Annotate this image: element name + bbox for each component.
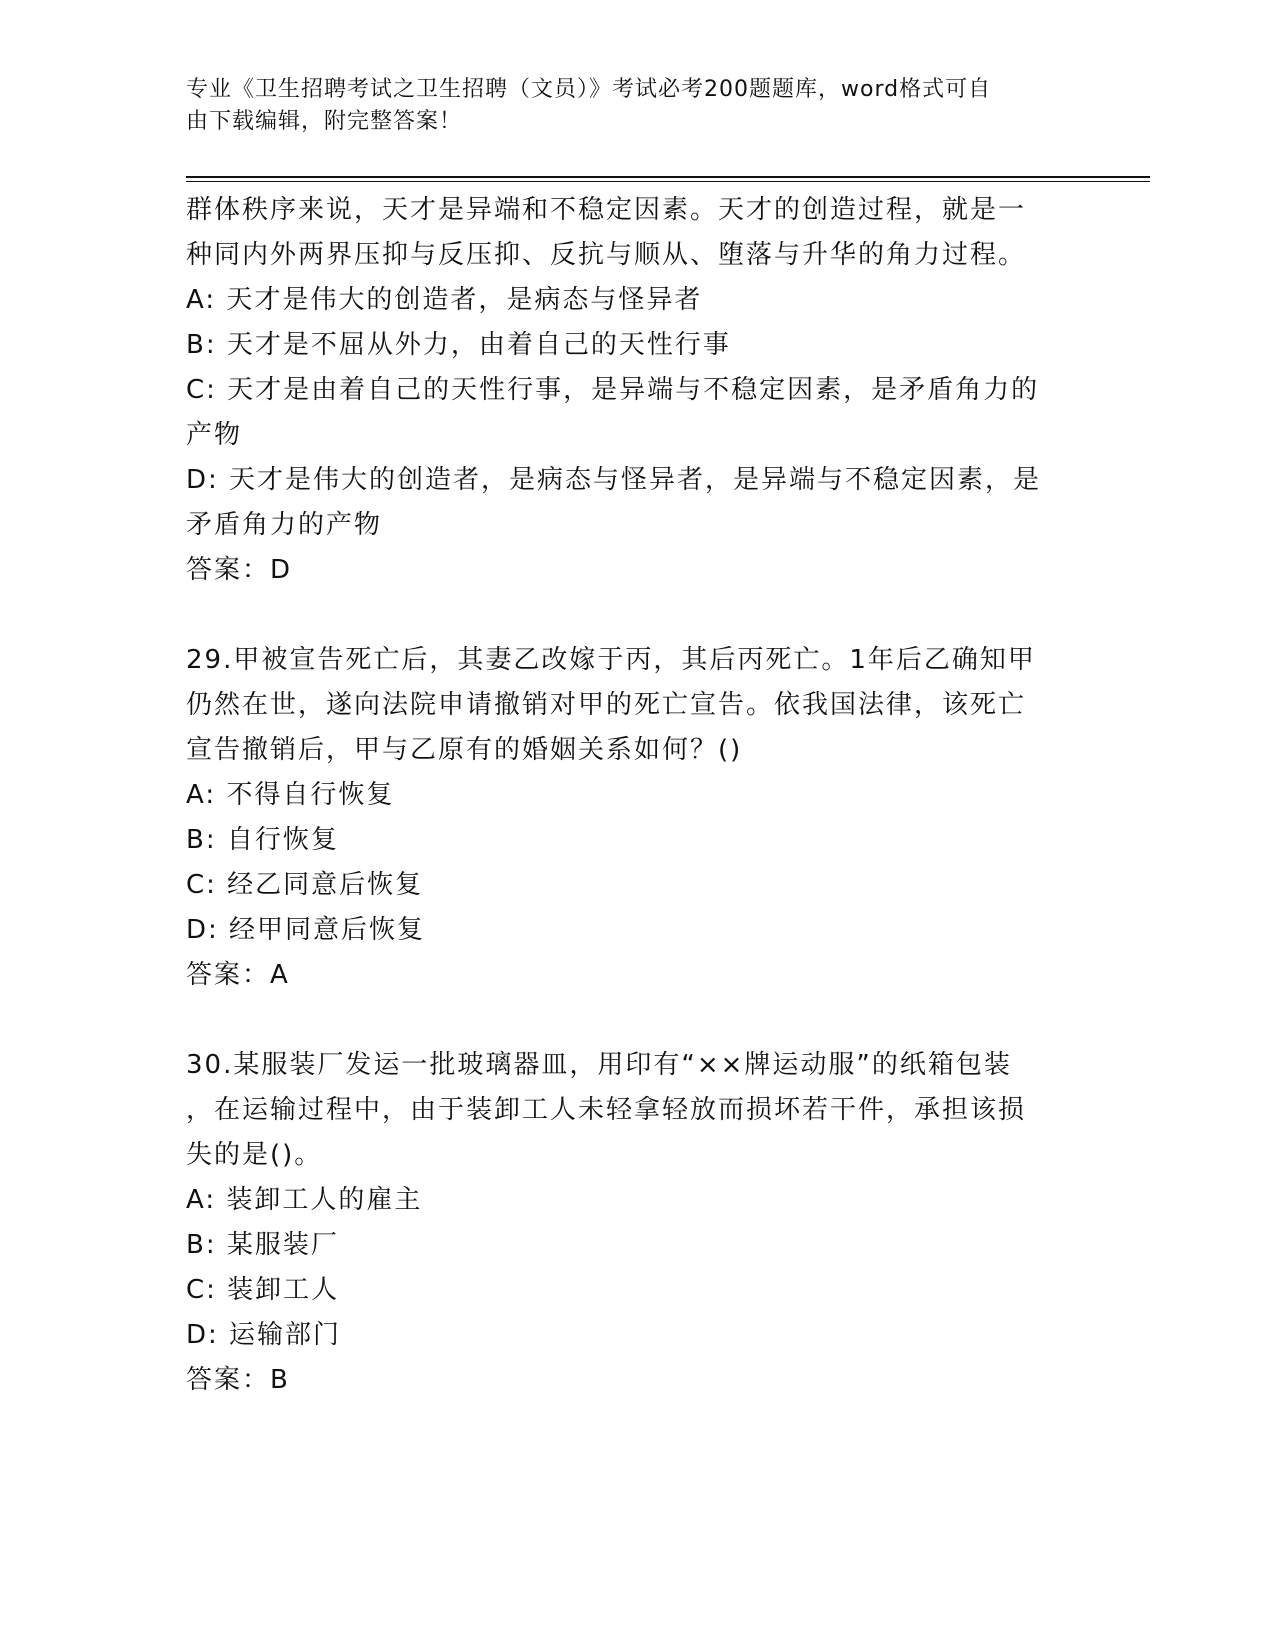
option-d-continued: 矛盾角力的产物 (186, 510, 383, 540)
spacer (186, 998, 1086, 1043)
question-30 (186, 1043, 1086, 1403)
option-d: D: 天才是伟大的创造者，是病态与怪异者，是异端与不稳定因素，是 (186, 465, 1042, 495)
question-stem-line: 失的是()。 (186, 1140, 323, 1170)
header-line-1: 专业《卫生招聘考试之卫生招聘（文员）》考试必考200题题库，word格式可自 (186, 77, 992, 102)
question-stem-line: 仍然在世，遂向法院申请撤销对甲的死亡宣告。依我国法律，该死亡 (186, 690, 1027, 720)
header-divider-thick (186, 176, 1150, 178)
option-d: D: 经甲同意后恢复 (186, 915, 426, 945)
page-header (186, 74, 1066, 138)
option-a: A: 装卸工人的雇主 (186, 1185, 423, 1215)
question-stem-line: 30.某服装厂发运一批玻璃器皿，用印有“××牌运动服”的纸箱包装 (186, 1050, 1012, 1080)
option-b: B: 天才是不屈从外力，由着自己的天性行事 (186, 330, 731, 360)
question-stem-line: ，在运输过程中，由于装卸工人未轻拿轻放而损坏若干件，承担该损 (186, 1095, 1027, 1125)
option-c: C: 经乙同意后恢复 (186, 870, 424, 900)
question-content (186, 188, 1086, 1403)
option-d: D: 运输部门 (186, 1320, 342, 1350)
question-stem-line: 种同内外两界压抑与反压抑、反抗与顺从、堕落与升华的角力过程。 (186, 240, 1027, 270)
answer-label: 答案：A (186, 960, 290, 990)
header-divider-thin (186, 181, 1150, 182)
option-c-continued: 产物 (186, 420, 243, 450)
answer-label: 答案：B (186, 1365, 290, 1395)
header-line-2: 由下载编辑，附完整答案！ (186, 109, 463, 134)
option-b: B: 自行恢复 (186, 825, 339, 855)
question-stem-line: 29.甲被宣告死亡后，其妻乙改嫁于丙，其后丙死亡。1年后乙确知甲 (186, 645, 1036, 675)
option-a: A: 天才是伟大的创造者，是病态与怪异者 (186, 285, 703, 315)
question-stem-line: 群体秩序来说，天才是异端和不稳定因素。天才的创造过程，就是一 (186, 195, 1027, 225)
question-stem-line: 宣告撤销后，甲与乙原有的婚姻关系如何？() (186, 735, 743, 765)
option-b: B: 某服装厂 (186, 1230, 339, 1260)
spacer (186, 593, 1086, 638)
option-c: C: 天才是由着自己的天性行事，是异端与不稳定因素，是矛盾角力的 (186, 375, 1040, 405)
option-c: C: 装卸工人 (186, 1275, 340, 1305)
answer-label: 答案：D (186, 555, 293, 585)
question-29 (186, 638, 1086, 998)
option-a: A: 不得自行恢复 (186, 780, 395, 810)
question-28-continuation (186, 188, 1086, 593)
